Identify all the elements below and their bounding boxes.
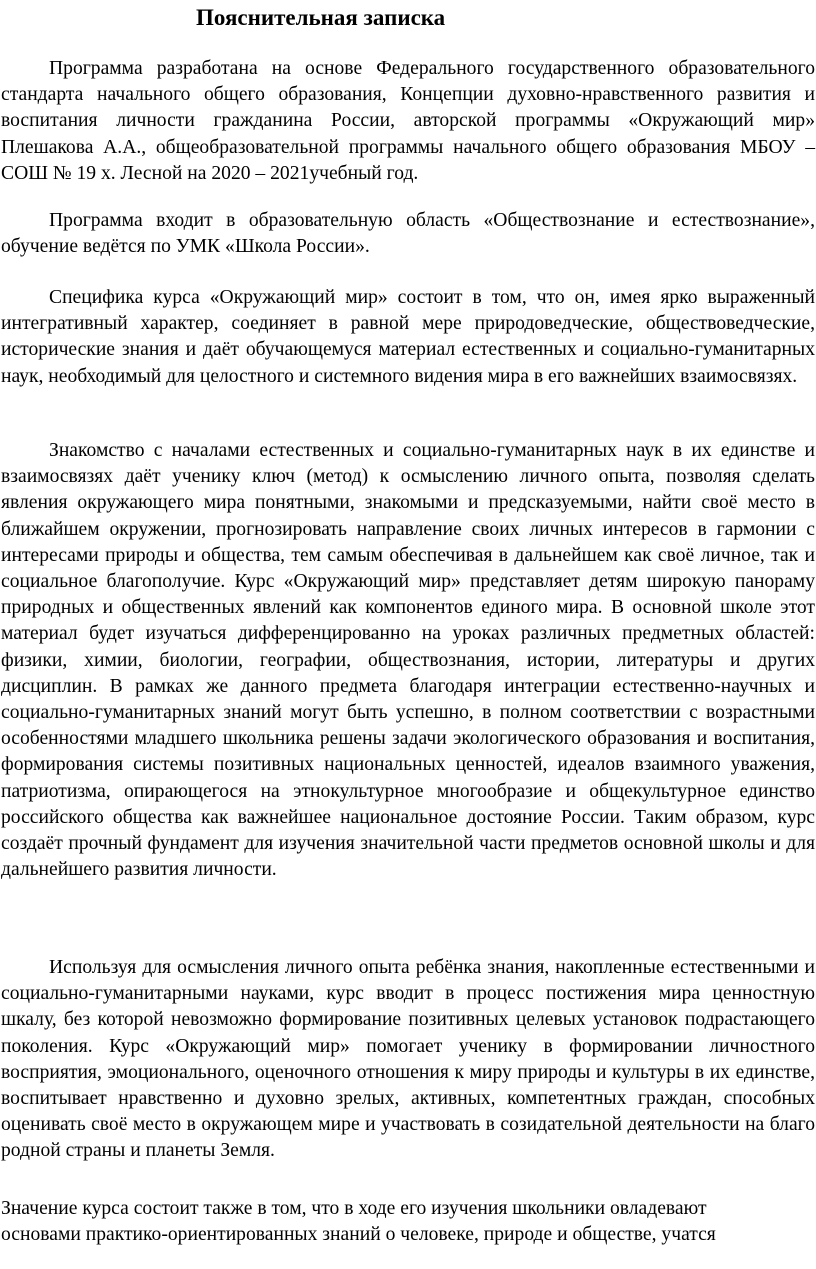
paragraph-6-line-2: основами практико-ориентированных знаний о человеке, природе и обществе, учатся (1, 1224, 716, 1245)
paragraph-5: Используя для осмысления личного опыта ребёнка знания, накопленные естественными и социально-гуманитарными науками, курс вводит в процесс постижения мира ценностную шкалу, без которой невозможно формирование позитивных целевых установок подрастающего поколения. Курс «Окружающий мир» помогает ученику в формировании личностного восприятия, эмоционального, оценочного отношения к миру природы и культуры в их единстве, воспитывает нравственно и духовно зрелых, активных, компетентных граждан, способных оценивать своё место в окружающем мире и участвовать в созидательной деятельности на благо родной страны и планеты Земля. (1, 957, 815, 1162)
paragraph-2: Программа входит в образовательную область «Обществознание и естествознание», обучение ведётся по УМК «Школа России». (1, 210, 815, 258)
paragraph-3: Специфика курса «Окружающий мир» состоит в том, что он, имея ярко выраженный интегративный характер, соединяет в равной мере природоведческие, обществоведческие, исторические знания и даёт обучающемуся материал естественных и социально-гуманитарных наук, необходимый для целостного и системного видения мира в его важнейших взаимосвязях. (1, 287, 815, 387)
paragraph-6-line-1: Значение курса состоит также в том, что в ходе его изучения школьники овладевают (1, 1198, 707, 1219)
paragraph-4: Знакомство с началами естественных и социально-гуманитарных наук в их единстве и взаимосвязях даёт ученику ключ (метод) к осмыслению личного опыта, позволяя сделать явления окружающего мира понятными, знакомыми и предсказуемыми, найти своё место в ближайшем окружении, прогнозировать направление своих личных интересов в гармонии с интересами природы и общества, тем самым обеспечивая в дальнейшем как своё личное, так и социальное благополучие. Курс «Окружающий мир» представляет детям широкую панораму природных и общественных явлений как компонентов единого мира. В основной школе этот материал будет изучаться дифференцированно на уроках различных предметных областей: физики, химии, биологии, географии, обществознания, истории, литературы и других дисциплин. В рамках же данного предмета благодаря интеграции естественно-научных и социально-гуманитарных знаний могут быть успешно, в полном соответствии с возрастными особенностями младшего школьника решены задачи экологического образования и воспитания, формирования системы позитивных национальных ценностей, идеалов взаимного уважения, патриотизма, опирающегося на этнокультурное многообразие и общекультурное единство российского общества как важнейшее национальное достояние России. Таким образом, курс создаёт прочный фундамент для изучения значительной части предметов основной школы и для дальнейшего развития личности. (1, 440, 815, 881)
paragraph-1: Программа разработана на основе Федерального государственного образовательного стандарта начального общего образования, Концепции духовно-нравственного развития и воспитания личности гражданина России, авторской программы «Окружающий мир» Плешакова А.А., общеобразовательной программы начального общего образования МБОУ – СОШ № 19 х. Лесной на 2020 – 2021учебный год. (1, 58, 815, 184)
page-title: Пояснительная записка (196, 5, 446, 30)
